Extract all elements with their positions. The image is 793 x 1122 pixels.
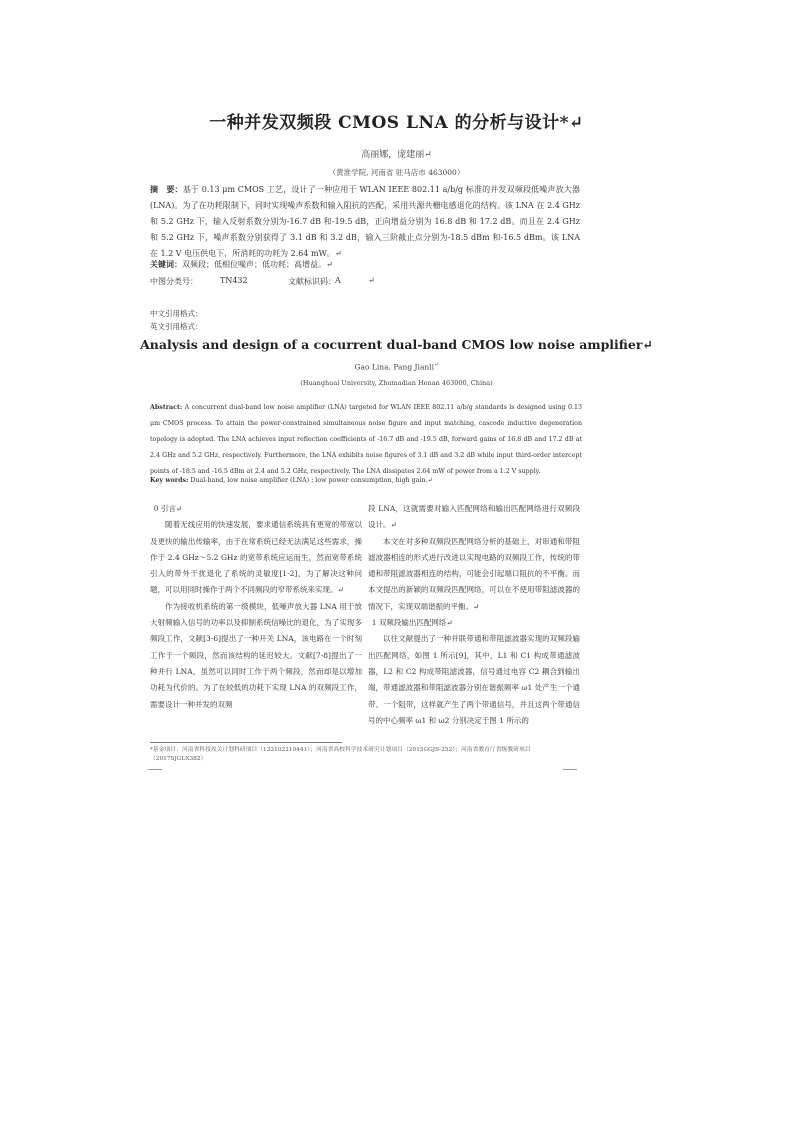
keywords-cn [150, 259, 580, 270]
body-column-left [150, 501, 362, 713]
authors-cn: 高丽娜，庞建丽↵ [361, 150, 432, 160]
keywords-cn-text: 双频段；低相位噪声；低功耗；高增益。↵ [182, 260, 333, 269]
abstract-en-text: A concurrent dual-band low noise amplifier (LNA) targeted for WLAN IEEE 802.11 a/b/g standards is designed using 0.13 μm CMOS process. To attain the power-constrained simultaneous noise figure and input matching, cascode inductive degeneration topology is adopted. The LNA achieves input reflection coefficients of -16.7 dB and -19.5 dB, forward gains of 16.8 dB and 17.2 dB at 2.4 GHz and 5.2 GHz, respectively. Furthermore, the LNA exhibits noise figures of 3.1 dB and 3.2 dB while input third-order intercept points of -18.5 and -16.5 dBm at 2.4 and 5.2 GHz, respectively. The LNA dissipates 2.64 mW of power from a 1.2 V supply. [150, 404, 582, 475]
abstract-en [150, 400, 582, 480]
citation-cn-label: 中文引用格式： [150, 309, 203, 318]
authors-en-names: Gao Lina, Pang Jianli [354, 362, 435, 372]
authors-en-mark: ↵ [434, 362, 439, 368]
keywords-en-text: Dual-band, low noise amplifier (LNA) ; low power consumption, high gain. [190, 477, 428, 484]
abstract-cn-text: 基于 0.13 μm CMOS 工艺，设计了一种应用于 WLAN IEEE 802.11 a/b/g 标准的并发双频段低噪声放大器(LNA)。为了在功耗限制下，同时实现噪声系数和输入阻抗的匹配，采用共源共栅电感退化的结构。该 LNA 在 2.4 GHz 和 5.2 GHz 下，输入反射系数分别为-16.7 dB 和-19.5 dB，正向增益分别为 16.8 dB 和 17.2 dB。而且在 2.4 GHz 和 5.2 GHz 下，噪声系数分别获得了 3.1 dB 和 3.2 dB，输入三阶截止点分别为-18.5 dBm 和-16.5 dBm。该 LNA 在 1.2 V 电压供电下，所消耗的功耗为 2.64 mW。↵ [150, 185, 580, 258]
paragraph: 以往文献提出了一种并联带通和带阻滤波器实现的双频段输出匹配网络，如图 1 所示[9]，其中，L1 和 C1 构成带通滤波器，L2 和 C2 构成带阻滤波器，信号通过电容 C2 耦合到输出端，带通滤波器和带阻滤波器分别在谐振频率 ω1 处产生一个通带、一个阻带，这样就产生了两个带通信号，并且这两个带通信号的中心频率 ω1 和 ω2 分别决定于图 1 所示的 [368, 634, 580, 725]
doc-code-label: 文献标识码： [288, 277, 336, 286]
abstract-en-label: Abstract: [150, 404, 183, 411]
keywords-en-label: Key words: [150, 477, 189, 484]
clc-value: TN432 [220, 276, 248, 285]
keywords-en-mark: ↵ [427, 477, 433, 484]
doc-code-mark: ↵ [368, 276, 375, 285]
page-corner-mark-right [563, 769, 577, 770]
section-0-heading: 0 引言↵ [153, 504, 183, 513]
citation-en-label: 英文引用格式： [150, 322, 203, 331]
paragraph: 随着无线应用的快速发展，要求通信系统具有更宽的带宽以及更快的输出传输率，由于在常系统已经无法满足这些需求，操作于 2.4 GHz～5.2 GHz 的宽带系统应运而生，然而宽带系统引入的带外干扰退化了系统的灵敏度[1-2]，为了解决这种问题，可以用同时操作于两个不同频段的窄带系统来实现。↵ [150, 520, 362, 595]
paragraph: 作为接收机系统的第一级模块，低噪声放大器 LNA 用于放大射频输入信号的功率以及抑制系统信噪比的退化，为了实现多频段工作，文献[3-6]提出了一种开关 LNA，该电路在一个时刻工作于一个频段，然而该结构的延迟较大。文献[7-8]提出了一种并行 LNA，虽然可以同时工作于两个频段，然而却是以增加功耗为代价的。为了在较低的功耗下实现 LNA 的双频段工作，需要设计一种并发的双频 [150, 601, 362, 709]
section-1-heading: 1 双频段输出匹配网络↵ [371, 618, 453, 628]
footnote-funding: *基金项目：河南省科技攻关计划科研项目（132102210441）；河南省高校科学技术研究计划项目（2015GGJS-252）；河南省教育厅省级教研项目（2017SJGLX382） [150, 747, 531, 762]
clc-label: 中图分类号： [150, 277, 198, 286]
abstract-cn [150, 181, 580, 262]
keywords-cn-label: 关键词： [150, 259, 182, 269]
footnote-rule [150, 742, 342, 743]
paper-title-en: Analysis and design of a cocurrent dual-band CMOS low noise amplifier↵ [140, 337, 653, 352]
body-column-right [368, 501, 580, 729]
affiliation-cn: （黄淮学院, 河南省 驻马店市 463000） [328, 168, 465, 177]
paragraph: 本文在对多种双频段匹配网络分析的基础上，对串通和带阻滤波器相连的形式进行改进以实现电路的双频段工作，传统的带通和带阻滤波器相连的结构，可能会引起端口阻抗的不平衡。而本文提出的新颖的双频段匹配网络，可以在不使用带阻滤波器的情况下，实现双端谐振的平衡。↵ [368, 536, 580, 611]
authors-en [0, 362, 793, 372]
abstract-cn-label: 摘 要： [150, 184, 183, 194]
keywords-en [150, 477, 582, 484]
page-corner-mark-left [148, 769, 162, 770]
paragraph: 段 LNA，这就需要对输入匹配网络和输出匹配网络进行双频段设计。↵ [368, 504, 580, 530]
doc-code-value: A [335, 276, 341, 285]
paper-title-cn: 一种并发双频段 CMOS LNA 的分析与设计*↵ [209, 113, 584, 133]
affiliation-en: (Huanghuai University, Zhumadian Henan 463000, China) [300, 379, 493, 387]
